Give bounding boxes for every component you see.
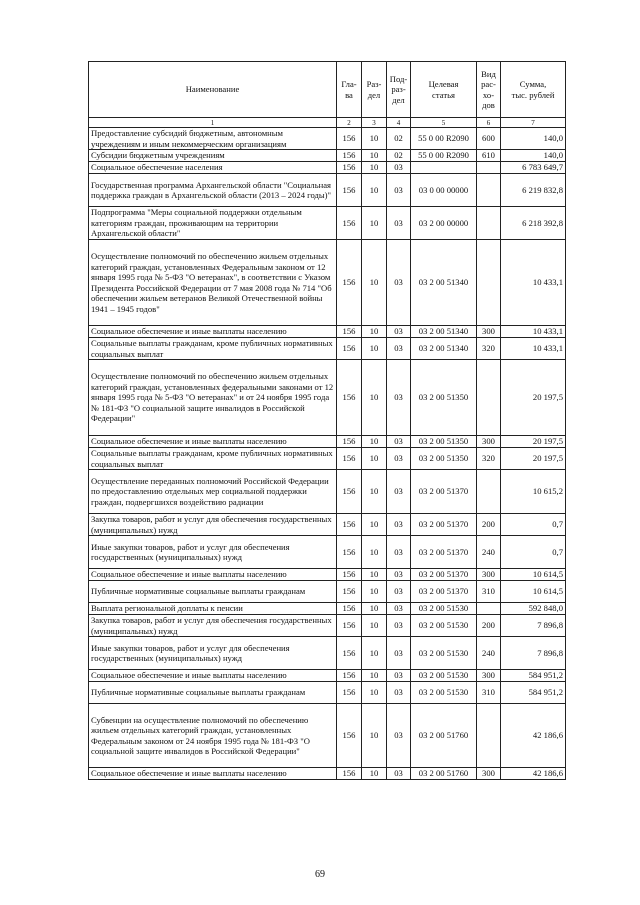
- row-chapter: 156: [337, 514, 362, 536]
- row-amount: 6 219 832,8: [501, 174, 566, 207]
- row-chapter: 156: [337, 704, 362, 768]
- row-chapter: 156: [337, 326, 362, 338]
- row-chapter: 156: [337, 448, 362, 470]
- row-exp-type: 320: [477, 338, 501, 360]
- row-amount: 592 848,0: [501, 603, 566, 615]
- table-row: [89, 128, 566, 150]
- row-target: 03 2 00 51340: [411, 326, 477, 338]
- row-section: 10: [362, 207, 387, 240]
- row-name: Иные закупки товаров, работ и услуг для обеспечения государственных (муниципальных) нужд: [89, 637, 337, 670]
- row-chapter: 156: [337, 240, 362, 326]
- row-name: Субвенции на осуществление полномочий по обеспечению жильем отдельных категорий граждан, установленных Федеральным законом от 24 ноября 1995 года № 181-ФЗ "О социальной защите инвалидов в Российской Федерации": [89, 704, 337, 768]
- table-row: [89, 682, 566, 704]
- table-row: [89, 338, 566, 360]
- row-exp-type: [477, 207, 501, 240]
- row-section: 10: [362, 569, 387, 581]
- row-subsection: 03: [387, 603, 411, 615]
- row-section: 10: [362, 448, 387, 470]
- row-chapter: 156: [337, 470, 362, 514]
- row-subsection: 03: [387, 162, 411, 174]
- table-row: [89, 569, 566, 581]
- row-name: Социальные выплаты гражданам, кроме публичных нормативных социальных выплат: [89, 338, 337, 360]
- row-section: 10: [362, 360, 387, 436]
- header-exp-type: Вид рас- хо- дов: [477, 62, 501, 118]
- row-target: 03 2 00 51530: [411, 670, 477, 682]
- row-section: 10: [362, 768, 387, 780]
- row-subsection: 03: [387, 637, 411, 670]
- row-amount: 10 433,1: [501, 338, 566, 360]
- row-name: Государственная программа Архангельской области "Социальная поддержка граждан в Архангельской области (2013 – 2024 годы)": [89, 174, 337, 207]
- row-section: 10: [362, 150, 387, 162]
- row-section: 10: [362, 174, 387, 207]
- header-row: [89, 62, 566, 118]
- row-exp-type: 240: [477, 536, 501, 569]
- header-amount: Сумма, тыс. рублей: [501, 62, 566, 118]
- row-exp-type: [477, 240, 501, 326]
- row-name: Социальное обеспечение и иные выплаты населению: [89, 326, 337, 338]
- header-target: Целевая статья: [411, 62, 477, 118]
- row-chapter: 156: [337, 603, 362, 615]
- row-exp-type: 240: [477, 637, 501, 670]
- column-number: 1: [89, 118, 337, 128]
- row-section: 10: [362, 128, 387, 150]
- table-row: [89, 704, 566, 768]
- column-number: 5: [411, 118, 477, 128]
- row-name: Осуществление полномочий по обеспечению жильем отдельных категорий граждан, установленных Федеральным законом от 12 января 1995 года № 5-ФЗ "О ветеранах", в соответствии с Указом Президента Российской Федерации от 7 мая 2008 года № 714 "Об обеспечении жильем ветеранов Великой Отечественной войны 1941 – 1945 годов": [89, 240, 337, 326]
- table-row: [89, 360, 566, 436]
- row-amount: 10 615,2: [501, 470, 566, 514]
- row-target: 03 2 00 51370: [411, 514, 477, 536]
- row-chapter: 156: [337, 207, 362, 240]
- row-target: 03 2 00 51530: [411, 615, 477, 637]
- row-amount: 7 896,8: [501, 615, 566, 637]
- table-row: [89, 240, 566, 326]
- row-section: 10: [362, 240, 387, 326]
- row-target: 03 2 00 51530: [411, 682, 477, 704]
- row-chapter: 156: [337, 436, 362, 448]
- row-target: 03 2 00 51350: [411, 436, 477, 448]
- row-subsection: 03: [387, 581, 411, 603]
- row-exp-type: 300: [477, 326, 501, 338]
- row-section: 10: [362, 603, 387, 615]
- row-name: Социальное обеспечение и иные выплаты населению: [89, 436, 337, 448]
- row-amount: 10 614,5: [501, 581, 566, 603]
- row-amount: 7 896,8: [501, 637, 566, 670]
- row-subsection: 03: [387, 615, 411, 637]
- row-name: Закупка товаров, работ и услуг для обеспечения государственных (муниципальных) нужд: [89, 615, 337, 637]
- row-section: 10: [362, 615, 387, 637]
- row-amount: 6 783 649,7: [501, 162, 566, 174]
- table-row: [89, 436, 566, 448]
- table-row: [89, 768, 566, 780]
- row-exp-type: [477, 360, 501, 436]
- row-amount: 140,0: [501, 128, 566, 150]
- row-chapter: 156: [337, 128, 362, 150]
- row-section: 10: [362, 637, 387, 670]
- row-target: 03 2 00 00000: [411, 207, 477, 240]
- row-target: 55 0 00 R2090: [411, 128, 477, 150]
- row-exp-type: [477, 162, 501, 174]
- row-target: [411, 162, 477, 174]
- column-number-row: [89, 118, 566, 128]
- row-chapter: 156: [337, 174, 362, 207]
- row-exp-type: 300: [477, 569, 501, 581]
- table-row: [89, 603, 566, 615]
- row-amount: 42 186,6: [501, 768, 566, 780]
- row-amount: 10 614,5: [501, 569, 566, 581]
- row-exp-type: [477, 704, 501, 768]
- row-amount: 0,7: [501, 514, 566, 536]
- column-number: 2: [337, 118, 362, 128]
- row-amount: 10 433,1: [501, 326, 566, 338]
- row-target: 03 2 00 51760: [411, 768, 477, 780]
- row-exp-type: 300: [477, 670, 501, 682]
- row-subsection: 03: [387, 174, 411, 207]
- row-exp-type: 300: [477, 768, 501, 780]
- row-subsection: 03: [387, 360, 411, 436]
- table-row: [89, 615, 566, 637]
- row-target: 03 2 00 51370: [411, 581, 477, 603]
- table-row: [89, 150, 566, 162]
- row-chapter: 156: [337, 338, 362, 360]
- row-chapter: 156: [337, 768, 362, 780]
- row-name: Социальное обеспечение населения: [89, 162, 337, 174]
- row-name: Подпрограмма "Меры социальной поддержки отдельным категориям граждан, проживающим на территории Архангельской области": [89, 207, 337, 240]
- column-number: 7: [501, 118, 566, 128]
- row-subsection: 03: [387, 338, 411, 360]
- header-chapter: Гла- ва: [337, 62, 362, 118]
- row-target: 03 2 00 51530: [411, 637, 477, 670]
- column-number: 6: [477, 118, 501, 128]
- row-subsection: 03: [387, 470, 411, 514]
- row-amount: 584 951,2: [501, 670, 566, 682]
- row-name: Публичные нормативные социальные выплаты гражданам: [89, 581, 337, 603]
- row-target: 03 2 00 51340: [411, 240, 477, 326]
- row-target: 03 2 00 51760: [411, 704, 477, 768]
- row-section: 10: [362, 326, 387, 338]
- row-chapter: 156: [337, 670, 362, 682]
- row-subsection: 03: [387, 670, 411, 682]
- row-section: 10: [362, 682, 387, 704]
- row-chapter: 156: [337, 569, 362, 581]
- table-row: [89, 536, 566, 569]
- row-exp-type: [477, 174, 501, 207]
- row-section: 10: [362, 162, 387, 174]
- table-row: [89, 326, 566, 338]
- row-name: Социальные выплаты гражданам, кроме публичных нормативных социальных выплат: [89, 448, 337, 470]
- row-subsection: 03: [387, 569, 411, 581]
- row-amount: 6 218 392,8: [501, 207, 566, 240]
- row-name: Субсидии бюджетным учреждениям: [89, 150, 337, 162]
- table-row: [89, 174, 566, 207]
- row-target: 03 2 00 51350: [411, 360, 477, 436]
- row-target: 03 2 00 51350: [411, 448, 477, 470]
- row-subsection: 03: [387, 682, 411, 704]
- row-target: 03 2 00 51370: [411, 536, 477, 569]
- row-exp-type: 320: [477, 448, 501, 470]
- row-amount: 584 951,2: [501, 682, 566, 704]
- table-row: [89, 514, 566, 536]
- row-exp-type: [477, 603, 501, 615]
- row-target: 55 0 00 R2090: [411, 150, 477, 162]
- header-subsection: Под- раз- дел: [387, 62, 411, 118]
- row-subsection: 03: [387, 514, 411, 536]
- row-target: 03 2 00 51370: [411, 569, 477, 581]
- row-chapter: 156: [337, 360, 362, 436]
- row-subsection: 02: [387, 128, 411, 150]
- row-target: 03 2 00 51340: [411, 338, 477, 360]
- row-chapter: 156: [337, 682, 362, 704]
- row-exp-type: 610: [477, 150, 501, 162]
- column-number: 4: [387, 118, 411, 128]
- row-amount: 20 197,5: [501, 436, 566, 448]
- table-body: [89, 128, 566, 780]
- row-subsection: 03: [387, 768, 411, 780]
- budget-sheet: [88, 61, 563, 780]
- row-name: Осуществление переданных полномочий Российской Федерации по предоставлению отдельных мер социальной поддержки граждан, подвергшихся воздействию радиации: [89, 470, 337, 514]
- row-section: 10: [362, 670, 387, 682]
- row-exp-type: 310: [477, 581, 501, 603]
- header-section: Раз- дел: [362, 62, 387, 118]
- row-subsection: 03: [387, 326, 411, 338]
- row-exp-type: [477, 470, 501, 514]
- row-subsection: 03: [387, 207, 411, 240]
- row-amount: 20 197,5: [501, 448, 566, 470]
- row-name: Выплата региональной доплаты к пенсии: [89, 603, 337, 615]
- row-exp-type: 200: [477, 514, 501, 536]
- row-name: Закупка товаров, работ и услуг для обеспечения государственных (муниципальных) нужд: [89, 514, 337, 536]
- table-row: [89, 207, 566, 240]
- row-amount: 20 197,5: [501, 360, 566, 436]
- row-exp-type: 200: [477, 615, 501, 637]
- row-section: 10: [362, 470, 387, 514]
- row-exp-type: 310: [477, 682, 501, 704]
- row-name: Социальное обеспечение и иные выплаты населению: [89, 768, 337, 780]
- row-name: Предоставление субсидий бюджетным, автономным учреждениям и иным некоммерческим организациям: [89, 128, 337, 150]
- row-chapter: 156: [337, 615, 362, 637]
- row-exp-type: 300: [477, 436, 501, 448]
- row-chapter: 156: [337, 162, 362, 174]
- row-target: 03 2 00 51530: [411, 603, 477, 615]
- row-section: 10: [362, 581, 387, 603]
- table-row: [89, 637, 566, 670]
- row-name: Иные закупки товаров, работ и услуг для обеспечения государственных (муниципальных) нужд: [89, 536, 337, 569]
- row-subsection: 03: [387, 536, 411, 569]
- table-row: [89, 581, 566, 603]
- row-amount: 0,7: [501, 536, 566, 569]
- table-row: [89, 670, 566, 682]
- row-name: Публичные нормативные социальные выплаты гражданам: [89, 682, 337, 704]
- row-amount: 42 186,6: [501, 704, 566, 768]
- budget-table: [88, 61, 566, 780]
- table-row: [89, 162, 566, 174]
- row-chapter: 156: [337, 637, 362, 670]
- row-exp-type: 600: [477, 128, 501, 150]
- row-section: 10: [362, 338, 387, 360]
- header-name: Наименование: [89, 62, 337, 118]
- row-chapter: 156: [337, 581, 362, 603]
- row-subsection: 03: [387, 436, 411, 448]
- row-amount: 10 433,1: [501, 240, 566, 326]
- table-row: [89, 448, 566, 470]
- row-section: 10: [362, 436, 387, 448]
- row-subsection: 03: [387, 704, 411, 768]
- row-chapter: 156: [337, 150, 362, 162]
- row-section: 10: [362, 514, 387, 536]
- row-name: Осуществление полномочий по обеспечению жильем отдельных категорий граждан, установленных федеральными законами от 12 января 1995 года № 5-ФЗ "О ветеранах" и от 24 ноября 1995 года № 181-ФЗ "О социальной защите инвалидов в Российской Федерации": [89, 360, 337, 436]
- row-chapter: 156: [337, 536, 362, 569]
- page-number: 69: [315, 869, 325, 880]
- row-section: 10: [362, 536, 387, 569]
- row-amount: 140,0: [501, 150, 566, 162]
- table-row: [89, 470, 566, 514]
- row-section: 10: [362, 704, 387, 768]
- row-name: Социальное обеспечение и иные выплаты населению: [89, 569, 337, 581]
- row-subsection: 02: [387, 150, 411, 162]
- row-target: 03 0 00 00000: [411, 174, 477, 207]
- row-name: Социальное обеспечение и иные выплаты населению: [89, 670, 337, 682]
- row-subsection: 03: [387, 448, 411, 470]
- row-subsection: 03: [387, 240, 411, 326]
- row-target: 03 2 00 51370: [411, 470, 477, 514]
- column-number: 3: [362, 118, 387, 128]
